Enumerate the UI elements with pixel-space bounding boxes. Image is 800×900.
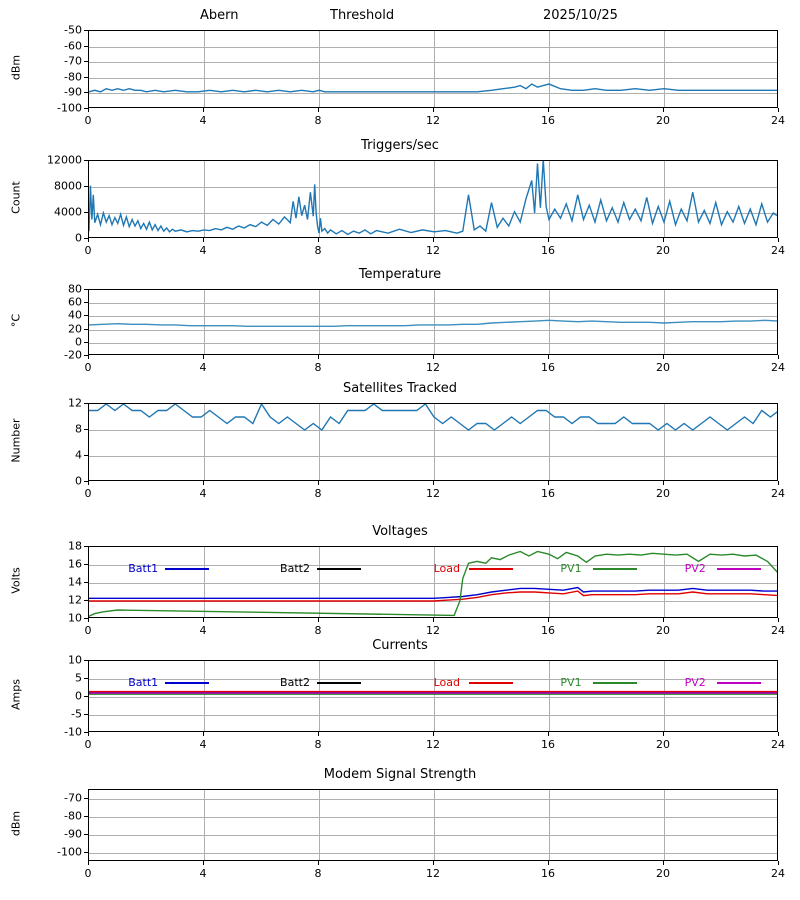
x-tick-label: 24	[771, 487, 785, 500]
y-tick-label: 12000	[47, 153, 82, 167]
x-tick-mark	[663, 861, 664, 865]
legend-label-load: Load	[433, 562, 460, 575]
panel-signal-strength-top	[0, 4, 800, 128]
x-tick-mark	[663, 108, 664, 112]
y-tick-label: 12	[68, 593, 82, 607]
gridline-vertical	[434, 790, 435, 860]
legend-label-pv2: PV2	[684, 562, 706, 575]
x-tick-label: 12	[426, 244, 440, 257]
x-tick-label: 16	[541, 114, 555, 127]
y-axis-label-voltages: Volts	[9, 567, 23, 594]
y-tick-label: 4	[75, 448, 82, 462]
plot-area-triggers-per-sec	[88, 160, 778, 238]
x-tick-label: 0	[84, 361, 92, 374]
x-tick-label: 24	[771, 244, 785, 257]
x-tick-mark	[318, 618, 319, 622]
series-layer-signal-strength-top	[89, 31, 778, 108]
x-tick-mark	[548, 481, 549, 485]
y-tick-label: -100	[57, 101, 82, 115]
panel-title-satellites-tracked: Satellites Tracked	[343, 381, 457, 396]
x-tick-label: 0	[84, 867, 92, 880]
legend-swatch-pv2	[717, 568, 761, 570]
y-tick-mark	[84, 342, 88, 343]
x-tick-label: 16	[541, 487, 555, 500]
x-tick-mark	[203, 481, 204, 485]
x-tick-mark	[548, 238, 549, 242]
y-tick-label: 0	[75, 689, 82, 703]
x-tick-mark	[548, 732, 549, 736]
series-layer-temperature	[89, 290, 778, 355]
y-tick-label: 18	[68, 539, 82, 553]
x-tick-mark	[663, 355, 664, 359]
legend-label-load: Load	[433, 676, 460, 689]
y-tick-mark	[84, 212, 88, 213]
y-tick-mark	[84, 429, 88, 430]
x-tick-label: 12	[426, 867, 440, 880]
y-tick-mark	[84, 582, 88, 583]
x-tick-label: 0	[84, 624, 92, 637]
y-tick-label: -20	[64, 348, 82, 362]
x-tick-label: 0	[84, 487, 92, 500]
y-tick-label: 0	[75, 231, 82, 245]
x-tick-mark	[318, 732, 319, 736]
panel-title-voltages: Voltages	[372, 524, 428, 539]
gridline-horizontal	[89, 835, 777, 836]
series-layer-currents	[89, 661, 778, 732]
series-rssi	[89, 84, 778, 92]
plot-area-currents	[88, 660, 778, 732]
legend-swatch-batt2	[317, 568, 361, 570]
x-tick-mark	[203, 618, 204, 622]
gridline-vertical	[204, 790, 205, 860]
x-tick-mark	[778, 618, 779, 622]
x-tick-label: 16	[541, 867, 555, 880]
x-tick-label: 24	[771, 867, 785, 880]
x-tick-label: 0	[84, 114, 92, 127]
x-tick-label: 16	[541, 624, 555, 637]
legend-swatch-batt2	[317, 682, 361, 684]
y-tick-mark	[84, 92, 88, 93]
gridline-vertical	[549, 790, 550, 860]
y-tick-label: 80	[68, 282, 82, 296]
series-layer-satellites-tracked	[89, 404, 778, 481]
x-tick-mark	[318, 238, 319, 242]
x-tick-mark	[433, 618, 434, 622]
series-load	[89, 591, 778, 601]
plot-area-voltages	[88, 546, 778, 618]
y-tick-label: -100	[57, 845, 82, 859]
plot-area-temperature	[88, 289, 778, 355]
x-tick-mark	[318, 481, 319, 485]
x-tick-label: 4	[199, 487, 207, 500]
x-tick-mark	[433, 861, 434, 865]
series-layer-triggers-per-sec	[89, 161, 778, 238]
legend-swatch-load	[469, 682, 513, 684]
series-batt1	[89, 588, 778, 599]
y-tick-mark	[84, 186, 88, 187]
x-tick-mark	[88, 355, 89, 359]
x-tick-label: 20	[656, 867, 670, 880]
x-tick-mark	[318, 108, 319, 112]
y-tick-label: 40	[68, 308, 82, 322]
legend-label-pv1: PV1	[560, 562, 582, 575]
y-tick-label: -5	[71, 707, 82, 721]
x-tick-label: 8	[314, 867, 322, 880]
panel-title-triggers-per-sec: Triggers/sec	[361, 138, 439, 153]
y-tick-label: 10	[68, 653, 82, 667]
gridline-vertical	[319, 790, 320, 860]
x-tick-label: 4	[199, 738, 207, 751]
y-tick-mark	[84, 403, 88, 404]
y-tick-label: -90	[64, 85, 82, 99]
series-satellites	[89, 404, 778, 430]
x-tick-mark	[548, 108, 549, 112]
x-tick-label: 4	[199, 867, 207, 880]
x-tick-label: 16	[541, 244, 555, 257]
x-tick-mark	[663, 238, 664, 242]
panel-modem-signal-strength	[0, 763, 800, 881]
legend-swatch-pv2	[717, 682, 761, 684]
series-layer-voltages	[89, 547, 778, 618]
x-tick-label: 20	[656, 487, 670, 500]
y-axis-label-triggers-per-sec: Count	[9, 181, 23, 214]
panel-triggers-per-sec	[0, 134, 800, 258]
y-tick-mark	[84, 289, 88, 290]
series-temperature	[89, 320, 778, 326]
x-tick-mark	[778, 108, 779, 112]
y-tick-mark	[84, 315, 88, 316]
y-tick-label: -60	[64, 39, 82, 53]
x-tick-label: 8	[314, 738, 322, 751]
x-tick-mark	[778, 238, 779, 242]
x-tick-mark	[778, 481, 779, 485]
x-tick-label: 8	[314, 487, 322, 500]
gridline-horizontal	[89, 799, 777, 800]
x-tick-label: 12	[426, 624, 440, 637]
site-name: Abern	[200, 8, 239, 23]
panel-title-currents: Currents	[372, 638, 428, 653]
plot-area-modem-signal-strength	[88, 789, 778, 861]
legend-swatch-load	[469, 568, 513, 570]
x-tick-label: 24	[771, 114, 785, 127]
y-tick-mark	[84, 852, 88, 853]
gridline-horizontal	[89, 817, 777, 818]
x-tick-label: 20	[656, 738, 670, 751]
x-tick-mark	[203, 108, 204, 112]
x-tick-label: 0	[84, 738, 92, 751]
y-axis-label-temperature: °C	[9, 313, 23, 328]
panel-satellites-tracked	[0, 377, 800, 501]
y-tick-mark	[84, 834, 88, 835]
x-tick-mark	[778, 861, 779, 865]
y-tick-label: 0	[75, 474, 82, 488]
legend-label-pv1: PV1	[560, 676, 582, 689]
series-triggers	[89, 161, 778, 234]
x-tick-label: 4	[199, 244, 207, 257]
y-tick-mark	[84, 329, 88, 330]
panel-voltages	[0, 520, 800, 638]
legend-swatch-batt1	[165, 568, 209, 570]
x-tick-label: 8	[314, 244, 322, 257]
x-tick-mark	[88, 732, 89, 736]
y-tick-mark	[84, 678, 88, 679]
legend-label-batt2: Batt2	[280, 676, 310, 689]
y-axis-label-modem-signal-strength: dBm	[9, 810, 23, 837]
x-tick-mark	[433, 108, 434, 112]
x-tick-mark	[203, 238, 204, 242]
panel-temperature	[0, 263, 800, 375]
y-tick-mark	[84, 600, 88, 601]
y-axis-label-currents: Amps	[9, 679, 23, 710]
y-tick-mark	[84, 77, 88, 78]
date-label: 2025/10/25	[543, 8, 618, 23]
y-tick-mark	[84, 61, 88, 62]
x-tick-label: 24	[771, 738, 785, 751]
x-tick-mark	[778, 732, 779, 736]
x-tick-mark	[203, 732, 204, 736]
gridline-vertical	[664, 790, 665, 860]
y-tick-mark	[84, 660, 88, 661]
x-tick-mark	[88, 238, 89, 242]
threshold-label: Threshold	[330, 8, 395, 23]
gridline-horizontal	[89, 853, 777, 854]
plot-area-signal-strength-top	[88, 30, 778, 108]
legend-label-batt2: Batt2	[280, 562, 310, 575]
x-tick-label: 12	[426, 738, 440, 751]
y-tick-mark	[84, 546, 88, 547]
x-tick-label: 12	[426, 487, 440, 500]
y-tick-label: -90	[64, 827, 82, 841]
x-tick-label: 4	[199, 361, 207, 374]
x-tick-mark	[318, 355, 319, 359]
x-tick-label: 8	[314, 624, 322, 637]
x-tick-label: 16	[541, 738, 555, 751]
y-tick-label: 14	[68, 575, 82, 589]
x-tick-label: 0	[84, 244, 92, 257]
y-tick-label: 4000	[54, 205, 82, 219]
y-tick-label: 10	[68, 611, 82, 625]
y-tick-label: 8	[75, 422, 82, 436]
legend-swatch-pv1	[593, 568, 637, 570]
x-tick-mark	[88, 481, 89, 485]
legend-label-batt1: Batt1	[128, 562, 159, 575]
x-tick-mark	[88, 108, 89, 112]
x-tick-mark	[663, 618, 664, 622]
panel-currents	[0, 634, 800, 752]
x-tick-mark	[663, 481, 664, 485]
y-tick-mark	[84, 798, 88, 799]
y-tick-label: -80	[64, 70, 82, 84]
y-tick-mark	[84, 30, 88, 31]
x-tick-label: 16	[541, 361, 555, 374]
y-tick-mark	[84, 816, 88, 817]
y-tick-label: 20	[68, 322, 82, 336]
y-tick-label: -70	[64, 791, 82, 805]
y-tick-mark	[84, 302, 88, 303]
y-tick-label: 5	[75, 671, 82, 685]
y-axis-label-signal-strength-top: dBm	[9, 54, 23, 81]
y-tick-label: -50	[64, 23, 82, 37]
y-tick-label: -10	[64, 725, 82, 739]
y-tick-mark	[84, 160, 88, 161]
x-tick-mark	[548, 861, 549, 865]
y-tick-label: -80	[64, 809, 82, 823]
x-tick-mark	[433, 732, 434, 736]
x-tick-label: 20	[656, 624, 670, 637]
plot-area-satellites-tracked	[88, 403, 778, 481]
x-tick-mark	[663, 732, 664, 736]
y-tick-mark	[84, 46, 88, 47]
x-tick-label: 4	[199, 624, 207, 637]
x-tick-mark	[778, 355, 779, 359]
x-tick-mark	[318, 861, 319, 865]
x-tick-label: 24	[771, 361, 785, 374]
x-tick-mark	[433, 355, 434, 359]
y-tick-label: 12	[68, 396, 82, 410]
y-tick-mark	[84, 564, 88, 565]
x-tick-mark	[88, 861, 89, 865]
y-axis-label-satellites-tracked: Number	[9, 418, 23, 463]
y-tick-label: 60	[68, 295, 82, 309]
legend-label-batt1: Batt1	[128, 676, 159, 689]
legend-label-pv2: PV2	[684, 676, 706, 689]
y-tick-label: 0	[75, 335, 82, 349]
legend-swatch-pv1	[593, 682, 637, 684]
y-tick-mark	[84, 455, 88, 456]
x-tick-mark	[433, 238, 434, 242]
x-tick-label: 20	[656, 244, 670, 257]
x-tick-label: 4	[199, 114, 207, 127]
y-tick-label: 8000	[54, 179, 82, 193]
x-tick-label: 20	[656, 361, 670, 374]
x-tick-mark	[88, 618, 89, 622]
x-tick-mark	[548, 618, 549, 622]
x-tick-label: 8	[314, 361, 322, 374]
x-tick-label: 12	[426, 361, 440, 374]
y-tick-mark	[84, 696, 88, 697]
x-tick-mark	[203, 355, 204, 359]
x-tick-label: 24	[771, 624, 785, 637]
x-tick-label: 12	[426, 114, 440, 127]
panel-title-modem-signal-strength: Modem Signal Strength	[323, 767, 477, 782]
x-tick-mark	[548, 355, 549, 359]
x-tick-mark	[203, 861, 204, 865]
legend-swatch-batt1	[165, 682, 209, 684]
y-tick-label: -70	[64, 54, 82, 68]
x-tick-label: 20	[656, 114, 670, 127]
x-tick-mark	[433, 481, 434, 485]
y-tick-label: 16	[68, 557, 82, 571]
x-tick-label: 8	[314, 114, 322, 127]
panel-title-temperature: Temperature	[358, 267, 442, 282]
y-tick-mark	[84, 714, 88, 715]
